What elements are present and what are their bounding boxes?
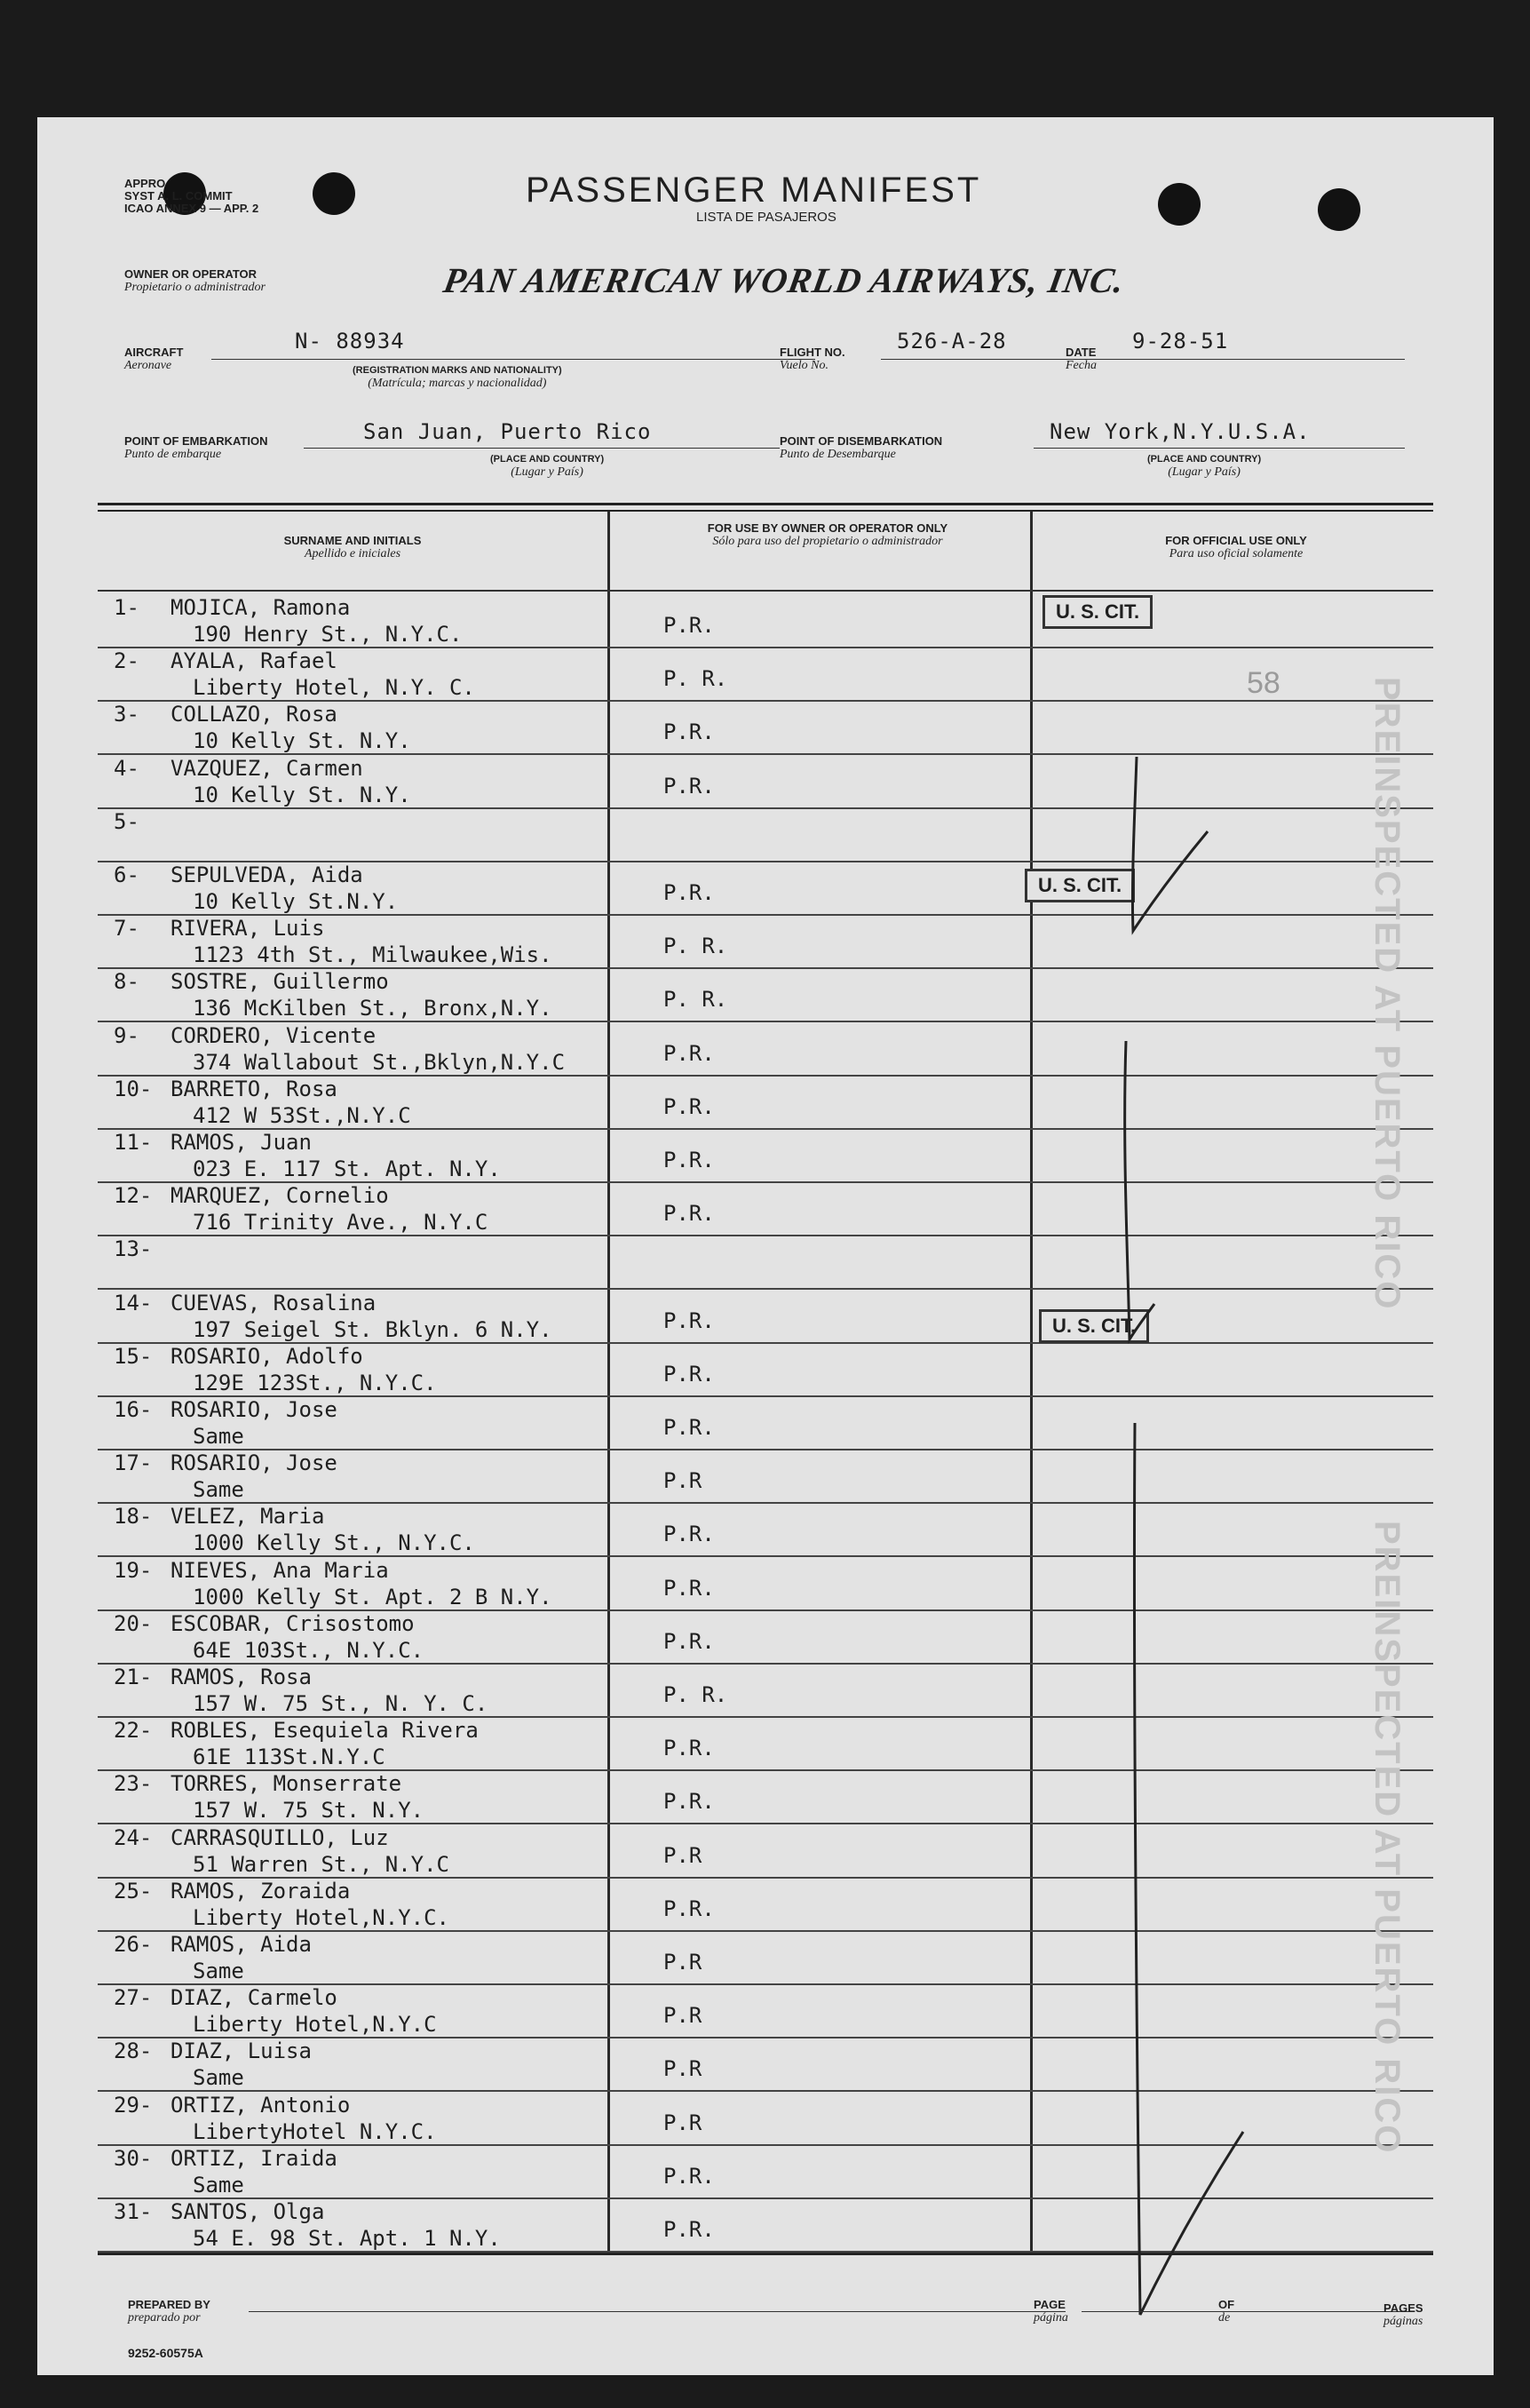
passenger-address: 157 W. 75 St., N. Y. C.: [193, 1691, 488, 1716]
disembark-label-es: Punto de Desembarque: [780, 448, 896, 461]
check-mark: [1132, 757, 1208, 931]
passenger-name: RAMOS, Juan: [170, 1130, 312, 1155]
passenger-name: NIEVES, Ana Maria: [170, 1557, 389, 1583]
column-header-name-es: Apellido e iniciales: [304, 547, 401, 560]
passenger-address: Same: [193, 1959, 244, 1983]
passenger-address: 1000 Kelly St. Apt. 2 B N.Y.: [193, 1584, 552, 1609]
column-header-operator-es: Sólo para uso del propietario o administrador: [712, 535, 943, 548]
date-label-es: Fecha: [1066, 359, 1097, 372]
operator-note: P.R.: [663, 1148, 715, 1172]
passenger-name: SANTOS, Olga: [170, 2199, 325, 2224]
operator-note: P.R.: [663, 1575, 715, 1601]
row-number: 18-: [114, 1504, 153, 1530]
passenger-address: Same: [193, 2065, 244, 2091]
passenger-name: AYALA, Rafael: [170, 648, 337, 674]
passenger-address: Liberty Hotel, N.Y. C.: [193, 675, 475, 701]
of-label-es: de: [1218, 2311, 1231, 2325]
column-header-official-text: FOR OFFICIAL USE ONLY: [1165, 534, 1307, 547]
flight-label-es: Vuelo No.: [780, 359, 828, 372]
prepared-by-label: [128, 2299, 210, 2325]
operator-note: P.R.: [663, 1307, 715, 1333]
operator-note: P.R.: [663, 1040, 715, 1066]
aircraft-hint-es: (Matrícula; marcas y nacionalidad): [368, 377, 547, 390]
operator-note: P.R: [663, 1468, 702, 1494]
us-citizen-stamp: U. S. CIT.: [1025, 869, 1135, 902]
operator-note: P.R.: [663, 613, 715, 638]
pages-label-es: páginas: [1383, 2315, 1423, 2328]
aircraft-label-es: Aeronave: [124, 359, 172, 372]
passenger-address: 136 McKilben St., Bronx,N.Y.: [193, 996, 552, 1021]
passenger-name: VELEZ, Maria: [170, 1504, 325, 1530]
preinspected-stamp: PREINSPECTED AT PUERTO RICO: [1367, 1521, 1407, 2155]
passenger-name: RIVERA, Luis: [170, 916, 325, 942]
row-number: 17-: [114, 1450, 153, 1476]
operator-note: P.R.: [663, 719, 715, 745]
aircraft-line: [211, 359, 815, 360]
row-number: 25-: [114, 1878, 153, 1903]
check-marks: [1030, 615, 1296, 2373]
operator-note: P.R.: [663, 880, 715, 905]
operator-note: P.R.: [663, 1628, 715, 1654]
row-number: 23-: [114, 1771, 153, 1797]
row-number: 7-: [114, 916, 139, 942]
embark-hint-text: (PLACE AND COUNTRY): [490, 454, 605, 465]
aircraft-hint-text: (REGISTRATION MARKS AND NATIONALITY): [353, 365, 562, 376]
passenger-name: MARQUEZ, Cornelio: [170, 1183, 389, 1209]
operator-note: P. R.: [663, 934, 728, 959]
passenger-name: ORTIZ, Iraida: [170, 2145, 337, 2171]
embark-line: [304, 448, 780, 449]
row-number: 5-: [114, 808, 139, 834]
passenger-address: 023 E. 117 St. Apt. N.Y.: [193, 1156, 501, 1181]
embark-hint-es: (Lugar y País): [511, 465, 583, 479]
check-mark: [1134, 1423, 1243, 2315]
passenger-name: CARRASQUILLO, Luz: [170, 1824, 389, 1850]
passenger-name: BARRETO, Rosa: [170, 1076, 337, 1101]
owner-label-es: Propietario o administrador: [124, 281, 266, 294]
passenger-address: 197 Seigel St. Bklyn. 6 N.Y.: [193, 1316, 552, 1342]
column-header-operator-text: FOR USE BY OWNER OR OPERATOR ONLY: [707, 521, 948, 535]
embark-label-text: POINT OF EMBARKATION: [124, 434, 268, 448]
prepared-by-text: PREPARED BY: [128, 2298, 210, 2311]
pages-label: [1383, 2302, 1423, 2328]
row-number: 31-: [114, 2199, 153, 2224]
us-citizen-stamp: U. S. CIT.: [1042, 595, 1153, 629]
passenger-address: 10 Kelly St. N.Y.: [193, 728, 411, 754]
pages-label-text: PAGES: [1383, 2301, 1423, 2315]
operator-note: P.R.: [663, 1522, 715, 1547]
operator-note: P.R.: [663, 1415, 715, 1440]
passenger-address: 64E 103St., N.Y.C.: [193, 1637, 424, 1663]
date-label: [1066, 346, 1097, 372]
operator-note: P.R.: [663, 1789, 715, 1815]
column-header-operator: [677, 522, 979, 548]
table-top-rule: [98, 510, 1433, 512]
row-number: 13-: [114, 1236, 153, 1262]
operator-note: P.R.: [663, 1093, 715, 1119]
page-subtitle: LISTA DE PASAJEROS: [696, 210, 836, 225]
passenger-address: 190 Henry St., N.Y.C.: [193, 622, 463, 647]
row-number: 8-: [114, 969, 139, 995]
operator-note: P.R: [663, 2003, 702, 2029]
approval-line: APPRO: [124, 177, 166, 190]
flight-label: [780, 346, 845, 372]
operator-note: P.R.: [663, 773, 715, 799]
row-number: 4-: [114, 755, 139, 781]
passenger-address: 412 W 53St.,N.Y.C: [193, 1102, 411, 1128]
embark-label: [124, 435, 268, 461]
passenger-name: ORTIZ, Antonio: [170, 2092, 351, 2118]
row-number: 15-: [114, 1343, 153, 1369]
disembark-hint-es: (Lugar y País): [1168, 465, 1241, 479]
date-value: 9-28-51: [1132, 329, 1229, 354]
manifest-sheet: [37, 117, 1494, 2375]
row-number: 22-: [114, 1718, 153, 1744]
page-label-text: PAGE: [1034, 2298, 1066, 2311]
passenger-name: DIAZ, Luisa: [170, 2038, 312, 2064]
date-line: [1103, 359, 1405, 360]
prepared-by-es: preparado por: [128, 2311, 201, 2325]
passenger-address: 157 W. 75 St. N.Y.: [193, 1798, 424, 1824]
embark-value: San Juan, Puerto Rico: [363, 419, 652, 444]
passenger-address: LibertyHotel N.Y.C.: [193, 2118, 437, 2144]
passenger-name: VAZQUEZ, Carmen: [170, 755, 363, 781]
operator-note: P.R: [663, 2110, 702, 2135]
page-title: PASSENGER MANIFEST: [526, 171, 982, 210]
owner-label-text: OWNER OR OPERATOR: [124, 267, 258, 281]
header-bottom-rule: [98, 590, 1433, 592]
of-label: [1218, 2299, 1234, 2325]
row-number: 19-: [114, 1557, 153, 1583]
owner-value: PAN AMERICAN WORLD AIRWAYS, INC.: [440, 260, 1129, 300]
row-number: 28-: [114, 2038, 153, 2064]
disembark-value: New York,N.Y.U.S.A.: [1050, 419, 1311, 444]
aircraft-label-text: AIRCRAFT: [124, 346, 184, 359]
column-header-name: [98, 535, 607, 560]
row-number: 2-: [114, 648, 139, 674]
operator-note: P.R.: [663, 1361, 715, 1387]
row-number: 27-: [114, 1985, 153, 2011]
passenger-name: ROSARIO, Jose: [170, 1450, 337, 1476]
date-label-text: DATE: [1066, 346, 1097, 359]
passenger-name: SEPULVEDA, Aida: [170, 862, 363, 887]
operator-note: P. R.: [663, 987, 728, 1013]
punch-hole: [1318, 188, 1360, 231]
flight-value: 526-A-28: [897, 329, 1007, 354]
passenger-address: 10 Kelly St. N.Y.: [193, 782, 411, 807]
disembark-label: [780, 435, 942, 461]
passenger-name: RAMOS, Rosa: [170, 1665, 312, 1689]
table-top-rule: [98, 503, 1433, 505]
operator-note: P.R.: [663, 1895, 715, 1921]
passenger-address: 716 Trinity Ave., N.Y.C: [193, 1210, 488, 1236]
embark-label-es: Punto de embarque: [124, 448, 222, 461]
owner-label: [124, 268, 266, 294]
disembark-label-text: POINT OF DISEMBARKATION: [780, 434, 943, 448]
handwritten-number: 58: [1247, 666, 1280, 700]
passenger-name: COLLAZO, Rosa: [170, 702, 337, 727]
row-number: 11-: [114, 1130, 153, 1155]
operator-note: P.R: [663, 1842, 702, 1868]
form-number: 9252-60575A: [128, 2346, 203, 2360]
row-number: 21-: [114, 1665, 153, 1689]
table-bottom-rule: [98, 2253, 1433, 2255]
passenger-name: DIAZ, Carmelo: [170, 1985, 337, 2011]
passenger-address: Liberty Hotel,N.Y.C: [193, 2012, 437, 2038]
column-header-name-text: SURNAME AND INITIALS: [283, 534, 422, 547]
operator-note: P.R.: [663, 2217, 715, 2242]
passenger-address: 61E 113St.N.Y.C: [193, 1744, 385, 1770]
passenger-name: CORDERO, Vicente: [170, 1022, 377, 1048]
operator-note: P. R.: [663, 666, 728, 692]
passenger-address: 10 Kelly St.N.Y.: [193, 889, 399, 914]
aircraft-hint: [353, 364, 562, 390]
disembark-hint-text: (PLACE AND COUNTRY): [1147, 454, 1262, 465]
disembark-line: [1034, 448, 1405, 449]
preinspected-stamp: PREINSPECTED AT PUERTO RICO: [1367, 677, 1407, 1311]
aircraft-value: N- 88934: [295, 329, 405, 354]
passenger-address: 1123 4th St., Milwaukee,Wis.: [193, 942, 552, 968]
us-citizen-stamp: U. S. CIT.: [1039, 1309, 1149, 1343]
operator-note: P.R.: [663, 1201, 715, 1227]
row-number: 10-: [114, 1076, 153, 1101]
row-number: 3-: [114, 702, 139, 727]
passenger-address: 51 Warren St., N.Y.C: [193, 1851, 449, 1877]
row-number: 1-: [114, 595, 139, 620]
passenger-address: Same: [193, 2172, 244, 2197]
operator-note: P.R.: [663, 1736, 715, 1761]
passenger-address: 374 Wallabout St.,Bklyn,N.Y.C: [193, 1049, 566, 1075]
row-number: 16-: [114, 1397, 153, 1422]
passenger-name: RAMOS, Aida: [170, 1932, 312, 1957]
approval-line: ICAO ANNEX 9 — APP. 2: [124, 202, 259, 215]
passenger-name: SOSTRE, Guillermo: [170, 969, 389, 995]
prepared-by-line: [249, 2311, 1066, 2312]
disembark-hint: [1147, 453, 1261, 479]
row-number: 29-: [114, 2092, 153, 2118]
punch-hole: [1158, 183, 1201, 226]
flight-label-text: FLIGHT NO.: [780, 346, 845, 359]
row-number: 6-: [114, 862, 139, 887]
passenger-name: TORRES, Monserrate: [170, 1771, 402, 1797]
page-label-es: página: [1034, 2311, 1068, 2325]
check-mark: [1125, 1041, 1154, 1339]
passenger-address: 129E 123St., N.Y.C.: [193, 1370, 437, 1395]
operator-note: P.R: [663, 1950, 702, 1975]
passenger-name: MOJICA, Ramona: [170, 595, 351, 620]
passenger-address: Same: [193, 1477, 244, 1503]
approval-block: [124, 178, 258, 215]
passenger-address: Same: [193, 1424, 244, 1449]
passenger-name: ROSARIO, Adolfo: [170, 1343, 363, 1369]
operator-note: P. R.: [663, 1682, 728, 1707]
passenger-name: RAMOS, Zoraida: [170, 1878, 351, 1903]
passenger-address: 1000 Kelly St., N.Y.C.: [193, 1530, 475, 1556]
operator-note: P.R: [663, 2056, 702, 2082]
row-number: 24-: [114, 1824, 153, 1850]
embark-hint: [490, 453, 604, 479]
passenger-address: Liberty Hotel,N.Y.C.: [193, 1904, 449, 1930]
row-number: 14-: [114, 1290, 153, 1315]
column-header-official-es: Para uso oficial solamente: [1169, 547, 1304, 560]
row-number: 30-: [114, 2145, 153, 2171]
row-number: 9-: [114, 1022, 139, 1048]
row-number: 26-: [114, 1932, 153, 1957]
passenger-name: ROSARIO, Jose: [170, 1397, 337, 1422]
of-label-text: OF: [1218, 2298, 1235, 2311]
page-label: [1034, 2299, 1068, 2325]
operator-note: P.R.: [663, 2163, 715, 2189]
passenger-name: ROBLES, Esequiela Rivera: [170, 1718, 479, 1744]
column-header-official: [1067, 535, 1405, 560]
passenger-name: ESCOBAR, Crisostomo: [170, 1610, 415, 1636]
row-number: 12-: [114, 1183, 153, 1209]
aircraft-label: [124, 346, 183, 372]
passenger-name: CUEVAS, Rosalina: [170, 1290, 377, 1315]
row-number: 20-: [114, 1610, 153, 1636]
punch-hole: [313, 172, 355, 215]
approval-line: SYST A. L. COMMIT: [124, 189, 233, 203]
passenger-address: 54 E. 98 St. Apt. 1 N.Y.: [193, 2226, 501, 2251]
